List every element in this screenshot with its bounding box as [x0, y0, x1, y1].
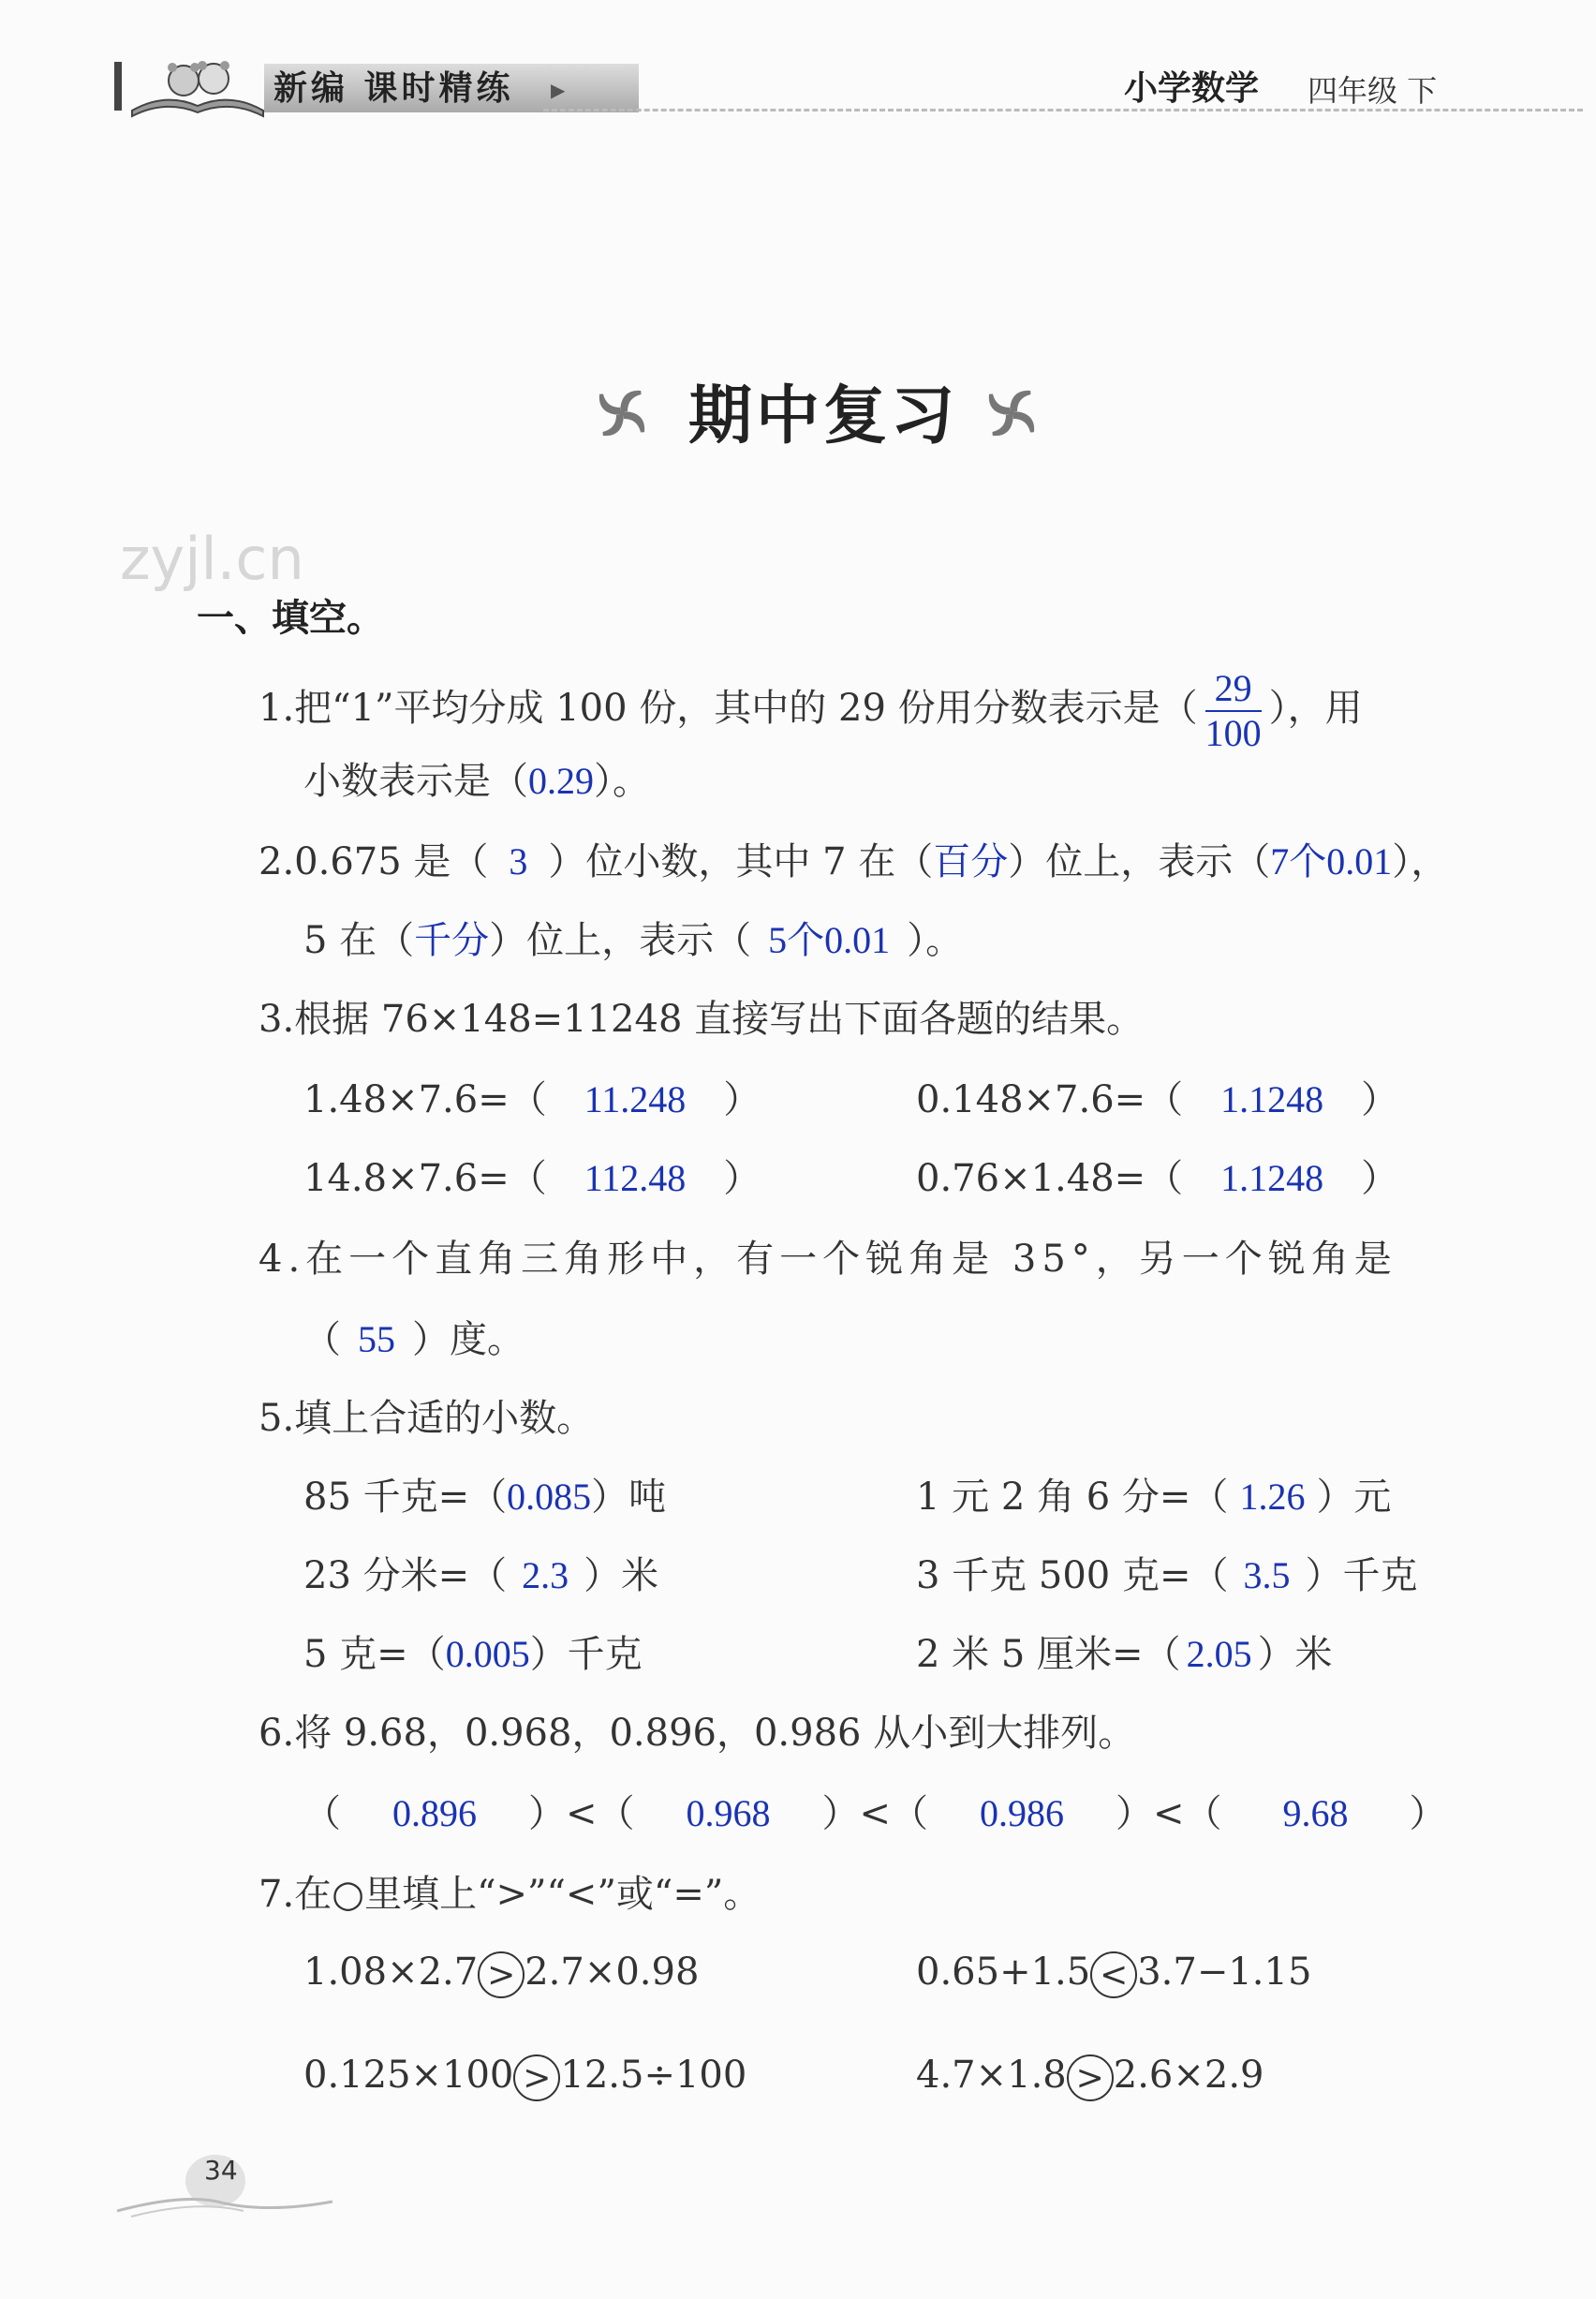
q1-text-c: 小数表示是（: [303, 760, 528, 803]
q7-compare-circle: >: [478, 1951, 525, 1998]
arrow-icon: ▶: [551, 79, 566, 101]
q2-text-a: 2.0.675 是（: [259, 840, 489, 883]
q1-text-d: ）。: [594, 760, 650, 803]
q5-answer: 0.005: [445, 1633, 530, 1675]
bear-book-icon: [127, 54, 268, 120]
q1-fraction: [1205, 667, 1262, 755]
q5-item-5: [303, 1624, 643, 1678]
q5-post: ）千克: [529, 1633, 643, 1676]
q6-lt: ）<（: [821, 1792, 929, 1835]
q5-pre: 1 元 2 角 6 分=（: [916, 1476, 1229, 1519]
q6-answer-2: 0.968: [686, 1792, 771, 1834]
q6-lt: ）<（: [1116, 1792, 1222, 1835]
q3-close: ）: [1361, 1157, 1399, 1200]
q7-left: 0.125×100: [303, 2054, 514, 2097]
q3-item-4: [916, 1149, 1398, 1202]
q2-text-b: ）位小数，其中 7 在（: [548, 840, 934, 883]
q3-answer: 1.1248: [1220, 1078, 1324, 1120]
q5-answer: 2.05: [1186, 1633, 1252, 1675]
swirl-right-icon: [978, 379, 1045, 447]
q4-line2: [303, 1310, 525, 1363]
swirl-left-icon: [588, 379, 656, 447]
q2-answer-5: 5个0.01: [768, 919, 891, 961]
watermark: zyjl.cn: [120, 525, 304, 593]
q6-stem: 6.将 9.68，0.968，0.896，0.986 从小到大排列。: [259, 1712, 1136, 1755]
q2-answer-1: 3: [509, 840, 528, 883]
series-logo: [114, 54, 536, 114]
q2-line1: [259, 832, 1448, 885]
header-subject: 小学数学: [1124, 69, 1260, 108]
q5-post: ）米: [584, 1554, 659, 1597]
q5-answer: 1.26: [1239, 1476, 1306, 1518]
q7-right: 3.7−1.15: [1137, 1950, 1312, 1994]
q6-answer-4: 9.68: [1282, 1792, 1349, 1834]
q7-right: 2.6×2.9: [1113, 2054, 1264, 2097]
q3-item-1: [303, 1070, 761, 1123]
q3-close: ）: [1361, 1078, 1399, 1121]
q3-close: ）: [723, 1078, 761, 1121]
q3-item-3: [303, 1149, 761, 1202]
q3-stem: 3.根据 76×148=11248 直接写出下面各题的结果。: [259, 998, 1145, 1041]
q5-post: ）吨: [591, 1476, 667, 1519]
q5-pre: 2 米 5 厘米=（: [916, 1633, 1181, 1676]
q1-line2: [303, 751, 650, 805]
q7-stem: 7.在○里填上“>”“<”或“=”。: [259, 1873, 761, 1916]
header-grade: 四年级 下: [1308, 73, 1438, 109]
q2-text-f: ）位上，表示（: [489, 919, 752, 962]
q2-answer-4: 千分: [414, 919, 490, 961]
q3-expr: 14.8×7.6=（: [303, 1157, 547, 1200]
q7-compare-circle: >: [513, 2054, 560, 2101]
q7-left: 0.65+1.5: [916, 1950, 1091, 1994]
q2-text-g: ）。: [907, 919, 964, 962]
q7-right: 12.5÷100: [560, 2054, 747, 2097]
q5-item-3: [303, 1546, 658, 1599]
q7-left: 4.7×1.8: [916, 2054, 1067, 2097]
q2-answer-3: 7个0.01: [1270, 840, 1393, 883]
q2-text-c: ）位上，表示（: [1008, 840, 1271, 883]
q3-answer: 112.48: [584, 1157, 687, 1199]
q3-answer: 1.1248: [1220, 1157, 1324, 1199]
q2-answer-2: 百分: [933, 840, 1009, 883]
q2-text-e: 5 在（: [303, 919, 415, 962]
q3-expr: 1.48×7.6=（: [303, 1078, 547, 1121]
q4-answer: 55: [358, 1318, 395, 1360]
q5-answer: 0.085: [507, 1476, 592, 1518]
logo-bar: [114, 62, 122, 111]
q7-item-1: [303, 1950, 699, 1998]
q5-pre: 5 克=（: [303, 1633, 446, 1676]
q6-order-row: [303, 1784, 1447, 1837]
q3-answer: 11.248: [584, 1078, 687, 1120]
q6-answer-3: 0.986: [980, 1792, 1065, 1834]
q5-item-1: [303, 1467, 666, 1520]
q6-paren: ）: [1409, 1792, 1447, 1835]
page-title: 期中复习: [688, 379, 959, 453]
q7-item-3: [303, 2054, 746, 2101]
q5-answer: 2.3: [522, 1554, 569, 1596]
q7-right: 2.7×0.98: [525, 1950, 700, 1994]
q1-line1: [259, 667, 1363, 755]
q5-answer: 3.5: [1243, 1554, 1291, 1596]
q7-compare-circle: >: [1067, 2054, 1114, 2101]
q7-left: 1.08×2.7: [303, 1950, 479, 1994]
q1-frac-num: 29: [1205, 667, 1262, 712]
section-heading: 一、填空。: [197, 597, 384, 640]
q5-item-6: [916, 1624, 1333, 1678]
q1-text-b: ），用: [1268, 687, 1363, 730]
q3-expr: 0.76×1.48=（: [916, 1157, 1184, 1200]
q7-item-2: [916, 1950, 1311, 1998]
q5-pre: 3 千克 500 克=（: [916, 1554, 1229, 1597]
q3-close: ）: [723, 1157, 761, 1200]
q5-item-2: [916, 1467, 1391, 1520]
q5-post: ）米: [1257, 1633, 1333, 1676]
q7-compare-circle: <: [1090, 1951, 1137, 1998]
page-number: 34: [204, 2155, 238, 2186]
q1-frac-den: 100: [1204, 712, 1262, 754]
q2-text-d: ），: [1392, 840, 1449, 883]
q1-text-a: 1.把“1”平均分成 100 份，其中的 29 份用分数表示是（: [259, 687, 1198, 730]
q5-item-4: [916, 1546, 1417, 1599]
q3-item-2: [916, 1070, 1398, 1123]
q1-answer: 0.29: [528, 760, 594, 802]
q5-stem: 5.填上合适的小数。: [259, 1397, 595, 1440]
q5-pre: 85 千克=（: [303, 1476, 508, 1519]
series-name: 新编 课时精练: [273, 69, 514, 108]
q5-post: ）元: [1316, 1476, 1392, 1519]
q6-paren: （: [303, 1792, 341, 1835]
q4-text-b: （: [303, 1318, 341, 1361]
q4-line1: 4.在一个直角三角形中，有一个锐角是 35°，另一个锐角是: [259, 1238, 1397, 1281]
q4-text-c: ）度。: [412, 1318, 525, 1361]
q5-post: ）千克: [1305, 1554, 1418, 1597]
q6-answer-1: 0.896: [392, 1792, 477, 1834]
q2-line2: [303, 911, 963, 964]
q3-expr: 0.148×7.6=（: [916, 1078, 1184, 1121]
q5-pre: 23 分米=（: [303, 1554, 508, 1597]
q6-lt: ）<（: [528, 1792, 635, 1835]
q7-item-4: [916, 2054, 1264, 2101]
